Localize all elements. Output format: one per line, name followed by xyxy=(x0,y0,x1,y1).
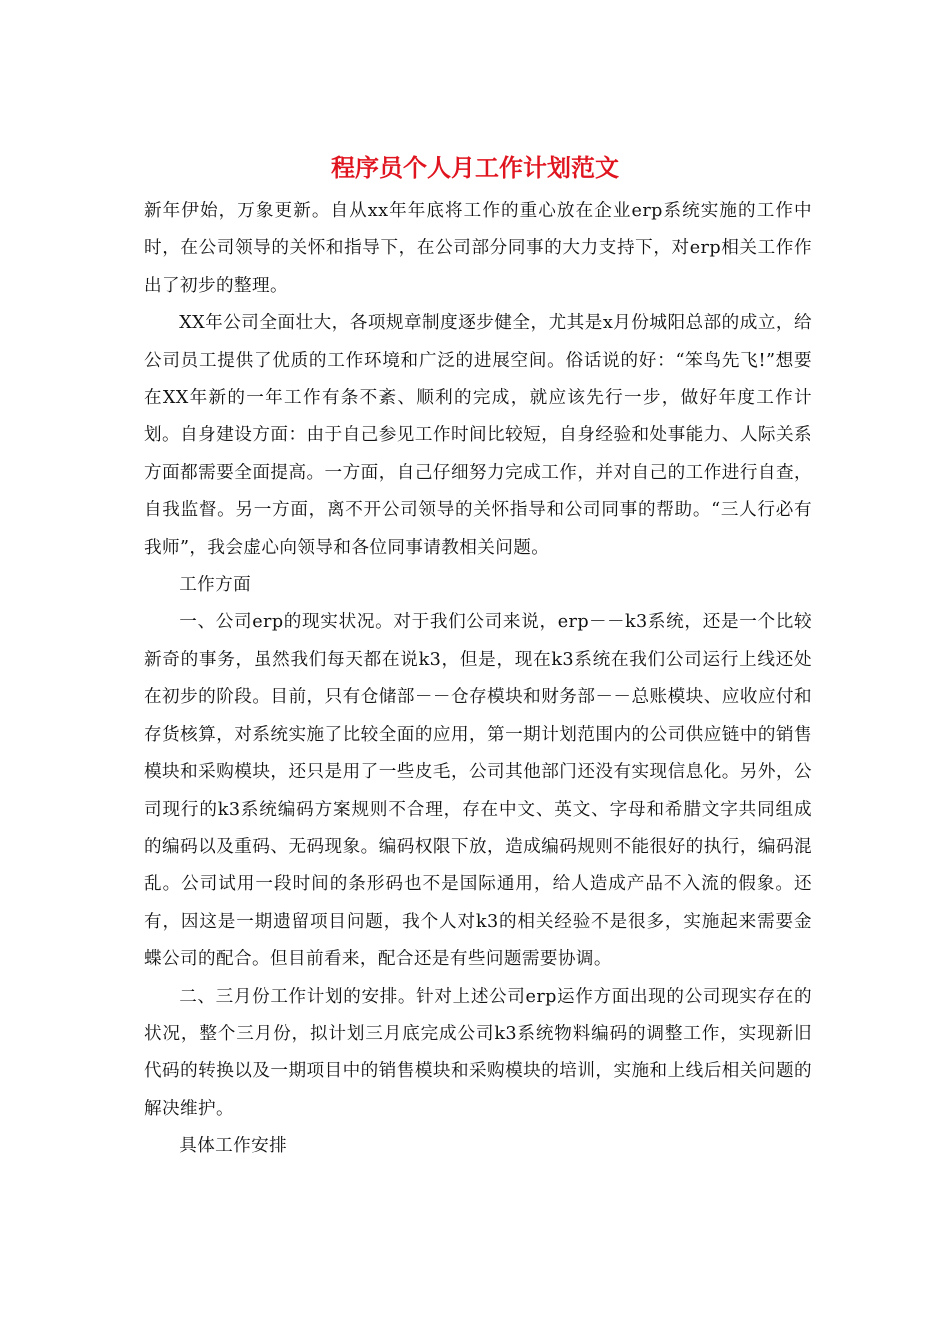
paragraph-intro: 新年伊始，万象更新。自从xx年年底将工作的重心放在企业erp系统实施的工作中时，在公司领导的关怀和指导下，在公司部分同事的大力支持下，对erp相关工作作出了初步的整理。 xyxy=(144,201,812,296)
section-heading-work: 工作方面 xyxy=(179,575,252,596)
document-body xyxy=(144,193,812,1166)
document-title: 程序员个人月工作计划范文 xyxy=(331,154,619,182)
paragraph-background: XX年公司全面壮大，各项规章制度逐步健全，尤其是x月份城阳总部的成立，给公司员工提供了优质的工作环境和广泛的进展空间。俗话说的好：“笨鸟先飞!”想要在XX年新的一年工作有条不紊、顺利的完成，就应该先行一步，做好年度工作计划。自身建设方面：由于自己参见工作时间比较短，自身经验和处事能力、人际关系方面都需要全面提高。一方面，自己仔细努力完成工作，并对自己的工作进行自查，自我监督。另一方面，离不开公司领导的关怀指导和公司同事的帮助。“三人行必有我师”，我会虚心向领导和各位同事请教相关问题。 xyxy=(144,313,812,558)
section-heading-arrangement: 具体工作安排 xyxy=(179,1136,288,1157)
paragraph-march-plan: 二、三月份工作计划的安排。针对上述公司erp运作方面出现的公司现实存在的状况，整个三月份，拟计划三月底完成公司k3系统物料编码的调整工作，实现新旧代码的转换以及一期项目中的销售模块和采购模块的培训，实施和上线后相关问题的解决维护。 xyxy=(144,986,812,1119)
paragraph-erp-status: 一、公司erp的现实状况。对于我们公司来说，erp－－k3系统，还是一个比较新奇的事务，虽然我们每天都在说k3，但是，现在k3系统在我们公司运行上线还处在初步的阶段。目前，只有仓储部－－仓存模块和财务部－－总账模块、应收应付和存货核算，对系统实施了比较全面的应用，第一期计划范围内的公司供应链中的销售模块和采购模块，还只是用了一些皮毛，公司其他部门还没有实现信息化。另外，公司现行的k3系统编码方案规则不合理，存在中文、英文、字母和希腊文字共同组成的编码以及重码、无码现象。编码权限下放，造成编码规则不能很好的执行，编码混乱。公司试用一段时间的条形码也不是国际通用，给人造成产品不入流的假象。还有，因这是一期遗留项目问题，我个人对k3的相关经验不是很多，实施起来需要金蝶公司的配合。但目前看来，配合还是有些问题需要协调。 xyxy=(144,612,812,970)
